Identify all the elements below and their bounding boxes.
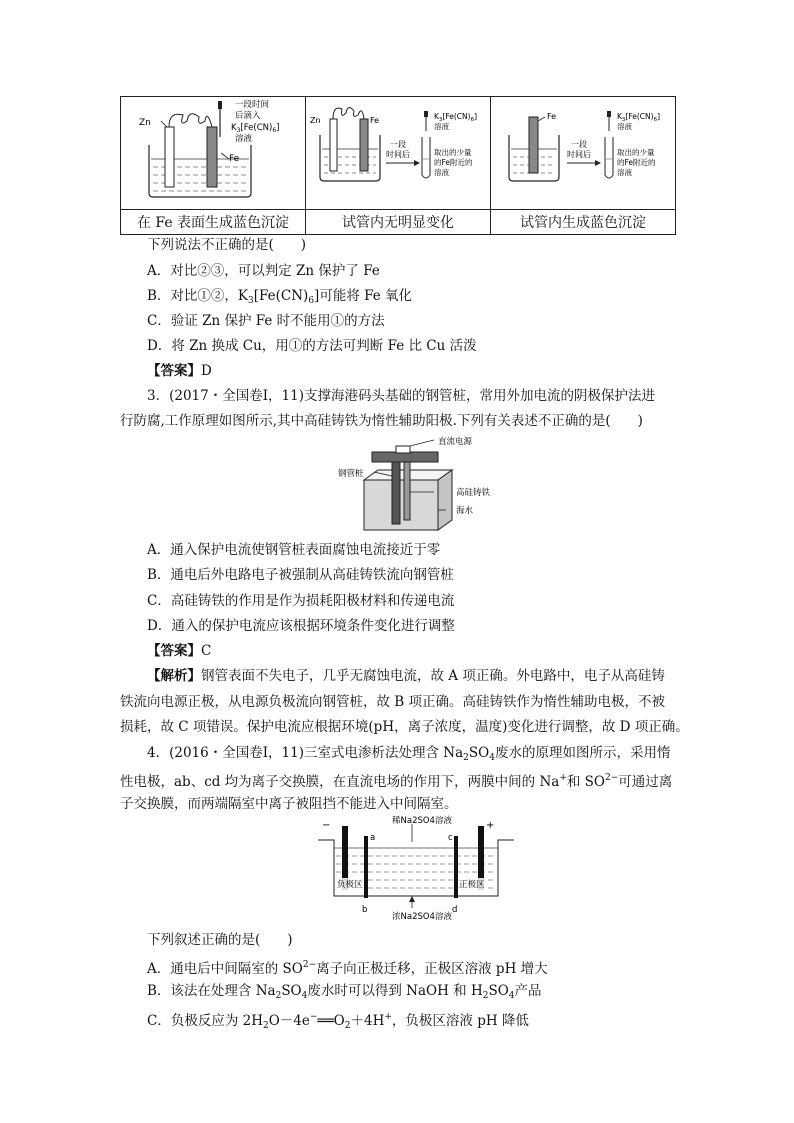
q2-option-a: A．对比②③，可以判定 Zn 保护了 Fe <box>147 263 380 279</box>
reagent-formula-2: $K_3[Fe(CN)_6]$ <box>434 112 478 123</box>
zn-fe-testtube-figure <box>306 97 490 205</box>
reagent-formula: $K_3[Fe(CN)_6]$ <box>231 123 280 134</box>
cathodic-protection-figure <box>334 432 494 534</box>
top-solution-label: 稀Na2SO4溶液 <box>392 816 452 826</box>
reagent-formula-3: $K_3[Fe(CN)_6]$ <box>617 112 661 123</box>
bottom-solution-label: 浓Na2SO4溶液 <box>392 912 452 922</box>
experiment-figure-3 <box>491 97 676 210</box>
drop-note-1: 一段时间 <box>235 100 270 110</box>
q3-option-a: A．通入保护电流使钢管桩表面腐蚀电流接近于零 <box>147 542 441 558</box>
q2-option-d: D．将 Zn 换成 Cu，用①的方法可判断 Fe 比 Cu 活泼 <box>147 338 477 354</box>
q4-option-b: B．该法在处理含 $Na_2SO_4$废水时可以得到 NaOH 和 $H_2SO_4$产品 <box>147 983 542 1001</box>
q2-answer: 【答案】D <box>147 363 212 379</box>
sample-note-2: 的Fe附近的 <box>434 158 473 167</box>
membrane-a-label: a <box>370 833 376 843</box>
arrow-note-4: 时间后 <box>567 150 591 159</box>
pile-label: 钢管桩 <box>338 469 364 479</box>
q4-stem-line1: 4．(2016・全国卷Ⅰ，11)三室式电渗析法处理含 $Na_2SO_4$废水的原理如图所示，采用惰 <box>147 745 671 763</box>
sample-note-1: 取出的少量 <box>434 148 472 157</box>
q4-stem-line3: 子交换膜，而两端隔室中离子被阻挡不能进入中间隔室。 <box>120 796 458 812</box>
membrane-b-label: b <box>362 905 368 915</box>
q2-option-b: B．对比①②，$K_3[Fe(CN)_6]$可能将 Fe 氧化 <box>147 288 413 306</box>
reagent-solution-3: 溶液 <box>617 122 632 131</box>
q3-analysis-line3: 损耗，故 C 项错误。保护电流应根据环境(pH，离子浓度，温度)变化进行调整，故 D 项正确。 <box>120 719 689 735</box>
q3-answer: 【答案】C <box>147 643 212 659</box>
q4-stem: 下列叙述正确的是( ) <box>147 932 293 948</box>
drop-note-2: 后滴入 <box>235 111 261 121</box>
plus-label: + <box>486 820 495 831</box>
fe-label-3: Fe <box>547 112 557 121</box>
water-label: 海水 <box>456 506 474 516</box>
minus-label: − <box>322 820 331 831</box>
q4-option-c: C．负极反应为 $2H_2O-4e^-══O_2+4H^+$，负极区溶液 pH 降低 <box>147 1012 529 1031</box>
experiment-table <box>120 96 676 235</box>
fe-label: Fe <box>229 154 240 164</box>
fe-label-2: Fe <box>370 116 380 125</box>
arrow-note-1: 一段 <box>390 140 406 149</box>
zn-fe-beaker-figure <box>121 97 305 205</box>
experiment-figure-2 <box>306 97 491 210</box>
sample-note-4: 取出的少量 <box>617 148 655 157</box>
reagent-solution-2: 溶液 <box>434 122 449 131</box>
q3-stem-line1: 3．(2017・全国卷Ⅰ，11)支撑海港码头基础的钢管桩，常用外加电流的阴极保护法进 <box>147 388 655 404</box>
arrow-note-3: 一段 <box>571 140 587 149</box>
q3-analysis-line2: 铁流向电源正极，从电源负极流向钢管桩，故 B 项正确。高硅铸铁作为惰性辅助电极，不被 <box>120 694 666 710</box>
q2-stem: 下列说法不正确的是( ) <box>147 237 307 253</box>
q4-stem-line2: 性电极，ab、cd 均为离子交换膜，在直流电场的作用下，两膜中间的 Na+和 $SO^{2-}$可通过离 <box>120 773 673 790</box>
arrow-note-2: 时间后 <box>386 150 410 159</box>
neg-zone-label: 负极区 <box>337 880 363 890</box>
power-label: 直流电源 <box>438 437 473 447</box>
q3-option-d: D．通入的保护电流应该根据环境条件变化进行调整 <box>147 618 455 634</box>
sample-note-3: 溶液 <box>434 168 449 177</box>
caption-1: 在 Fe 表面生成蓝色沉淀 <box>121 210 306 235</box>
zn-label: Zn <box>139 118 151 128</box>
membrane-c-label: c <box>448 833 453 843</box>
zn-label-2: Zn <box>310 116 321 125</box>
q3-option-b: B．通电后外电路电子被强制从高硅铸铁流向钢管桩 <box>147 567 454 583</box>
reagent-solution: 溶液 <box>235 134 253 144</box>
pos-zone-label: 正极区 <box>459 880 485 890</box>
membrane-d-label: d <box>452 905 458 915</box>
electrodialysis-figure <box>316 814 516 922</box>
q3-analysis-line1: 【解析】钢管表面不失电子，几乎无腐蚀电流，故 A 项正确。外电路中，电子从高硅铸 <box>147 668 665 684</box>
sample-note-6: 溶液 <box>617 168 632 177</box>
q3-stem-line2: 行防腐,工作原理如图所示,其中高硅铸铁为惰性辅助阳极.下列有关表述不正确的是( ) <box>120 413 643 429</box>
caption-3: 试管内生成蓝色沉淀 <box>491 210 676 235</box>
q3-option-c: C．高硅铸铁的作用是作为损耗阳极材料和传递电流 <box>147 593 455 609</box>
anode-label: 高硅铸铁 <box>456 488 491 498</box>
fe-testtube-figure <box>491 97 675 205</box>
sample-note-5: 的Fe附近的 <box>617 158 656 167</box>
experiment-figure-1 <box>121 97 306 210</box>
q2-option-c: C．验证 Zn 保护 Fe 时不能用①的方法 <box>147 313 385 329</box>
caption-2: 试管内无明显变化 <box>306 210 491 235</box>
q4-option-a: A．通电后中间隔室的 $SO^{2-}$离子向正极迁移，正极区溶液 pH 增大 <box>147 960 548 977</box>
